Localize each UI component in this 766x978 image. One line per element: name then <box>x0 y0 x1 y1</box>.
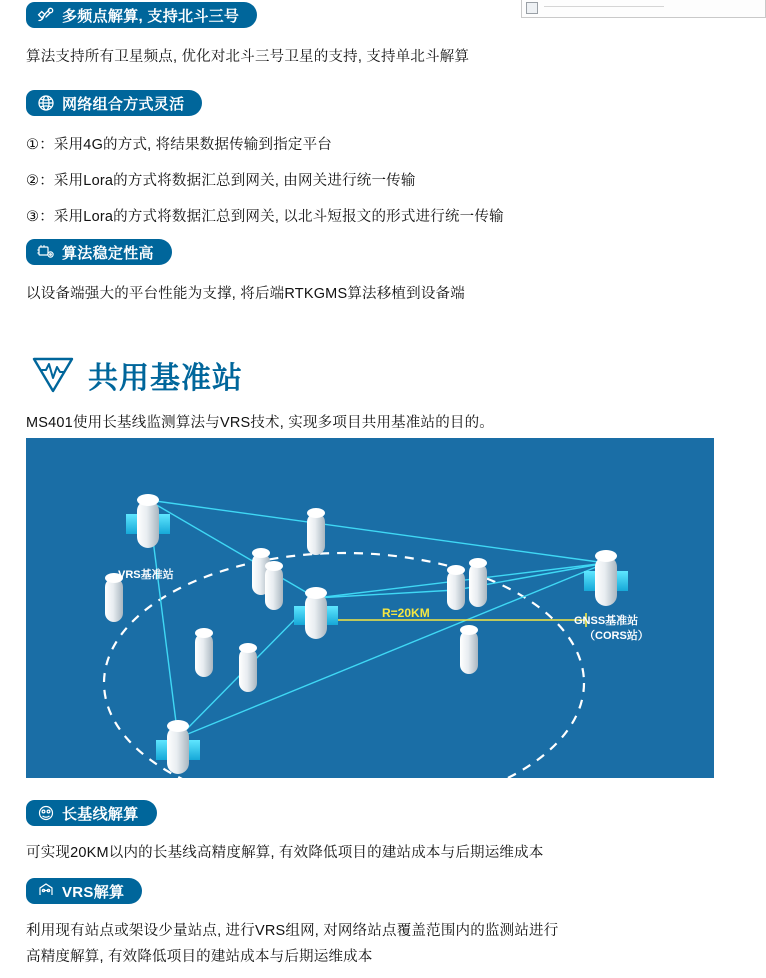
heading-long-baseline-label: 长基线解算 <box>62 805 139 823</box>
section-multifreq <box>26 2 469 70</box>
heading-long-baseline <box>26 800 157 826</box>
node-link-icon <box>36 803 56 823</box>
shared-base-text: MS401使用长基线监测算法与VRS技术, 实现多项目共用基准站的目的。 <box>26 415 495 431</box>
vrs-station-label: VRS基准站 <box>118 569 174 581</box>
top-window-fragment <box>521 0 766 18</box>
station-vrs <box>118 494 174 581</box>
heading-vrs <box>26 878 142 904</box>
list-item: ②：采用Lora的方式将数据汇总到网关, 由网关进行统一传输 <box>26 173 416 189</box>
chip-gear-icon <box>36 242 56 262</box>
gnss-station-label-1: GNSS基准站 <box>574 615 639 627</box>
heading-network <box>26 90 202 116</box>
baseline-links <box>148 500 606 738</box>
fragment-line <box>544 6 664 7</box>
vrs-node-icon <box>36 881 56 901</box>
section-network <box>26 90 504 240</box>
list-item: ③：采用Lora的方式将数据汇总到网关, 以北斗短报文的形式进行统一传输 <box>26 209 504 225</box>
shield-wave-icon <box>26 352 80 398</box>
globe-icon <box>36 93 56 113</box>
heading-shared-base <box>26 352 494 398</box>
shared-base-title: 共用基准站 <box>88 362 243 395</box>
section-vrs <box>26 878 558 970</box>
network-list <box>26 132 504 230</box>
section-long-baseline <box>26 800 544 866</box>
diagram-svg <box>26 438 714 778</box>
vrs-network-diagram <box>26 438 714 778</box>
radius-label: R=20KM <box>382 606 430 620</box>
vrs-text-line: 利用现有站点或架设少量站点, 进行VRS组网, 对网络站点覆盖范围内的监测站进行 <box>26 923 559 939</box>
vrs-text <box>26 918 558 970</box>
heading-stable-label: 算法稳定性高 <box>62 244 154 262</box>
heading-network-label: 网络组合方式灵活 <box>62 95 185 113</box>
heading-stable <box>26 239 172 265</box>
multifreq-text: 算法支持所有卫星频点, 优化对北斗三号卫星的支持, 支持单北斗解算 <box>26 49 470 65</box>
long-baseline-text: 可实现20KM以内的长基线高精度解算, 有效降低项目的建站成本与后期运维成本 <box>26 845 544 861</box>
station-gnss-cors <box>574 550 649 642</box>
section-stable <box>26 239 465 307</box>
satellite-icon <box>36 5 56 25</box>
heading-multifreq <box>26 2 257 28</box>
monitor-poles <box>105 508 487 692</box>
gnss-station-label-2: （CORS站） <box>584 630 649 642</box>
station-bottom <box>156 720 200 774</box>
stable-text: 以设备端强大的平台性能为支撑, 将后端RTKGMS算法移植到设备端 <box>26 286 465 302</box>
station-center <box>294 587 338 639</box>
fragment-checkbox-icon <box>526 2 538 14</box>
list-item: ①：采用4G的方式, 将结果数据传输到指定平台 <box>26 137 332 153</box>
heading-vrs-label: VRS解算 <box>62 883 125 901</box>
heading-multifreq-label: 多频点解算, 支持北斗三号 <box>62 7 240 25</box>
vrs-text-line: 高精度解算, 有效降低项目的建站成本与后期运维成本 <box>26 949 373 965</box>
section-shared-base <box>26 352 494 436</box>
